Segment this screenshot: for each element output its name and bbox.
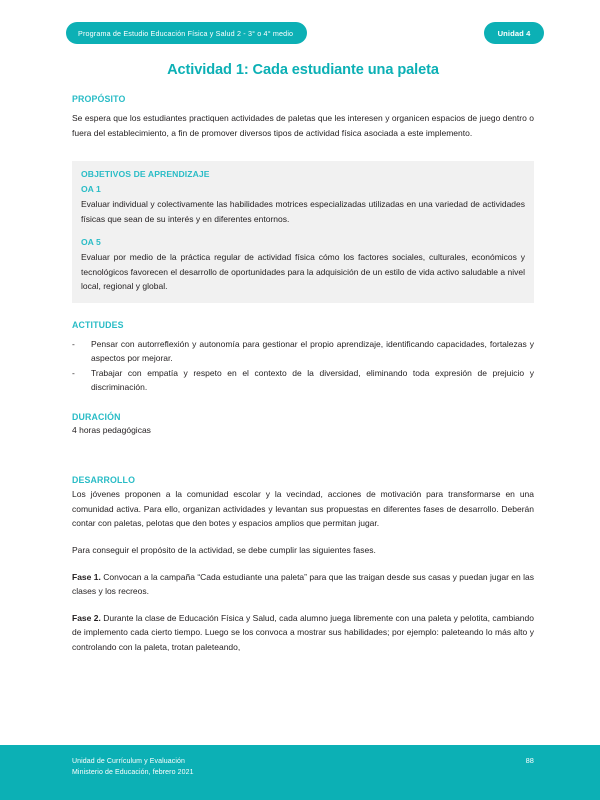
desarrollo-paragraph: Los jóvenes proponen a la comunidad escolar y la vecindad, acciones de motivación para transformarse en una comunidad activa. Para ello, organizan actividades y levantan sus propuestas en diferentes fases de desarrollo. Deberán contar con paletas, pelotas que den botes y espacios amplios que permitan jugar.: [72, 489, 534, 529]
footer-content: [72, 756, 534, 778]
section-objetivos: [72, 161, 534, 303]
objetivos-heading: OBJETIVOS DE APRENDIZAJE: [81, 169, 210, 180]
proposito-heading: PROPÓSITO: [72, 94, 126, 104]
objetivo-item: [81, 184, 525, 226]
fase-text: Convocan a la campaña “Cada estudiante una paleta” para que las traigan desde sus casas y puedan jugar en las clases y los recreos.: [72, 571, 534, 597]
unit-badge: Unidad 4: [484, 22, 544, 44]
bullet-dash-icon: -: [72, 338, 75, 349]
page-header: [0, 22, 600, 48]
actitud-text: Pensar con autorreflexión y autonomía para gestionar el propio aprendizaje, identificando capacidades, fortalezas y aspectos por mejorar.: [91, 338, 534, 364]
actitud-text: Trabajar con empatía y respeto en el contexto de la diversidad, eliminando toda expresión de prejuicio y discriminación.: [91, 367, 534, 393]
section-actitudes: [72, 320, 534, 395]
footer-line-1: Unidad de Currículum y Evaluación: [72, 758, 186, 765]
footer-institution: [72, 756, 194, 778]
objetivo-text: Evaluar individual y colectivamente las habilidades motrices especializadas utilizadas en una variedad de actividades físicas que sean de su interés y en diferentes entornos.: [81, 199, 525, 224]
program-badge: Programa de Estudio Educación Física y Salud 2 - 3° o 4° medio: [66, 22, 307, 44]
objetivo-code: OA 1: [81, 184, 101, 195]
desarrollo-heading: DESARROLLO: [72, 475, 136, 486]
page-footer: [0, 745, 600, 800]
section-duracion: [72, 412, 534, 438]
objetivo-code: OA 5: [81, 237, 101, 248]
duracion-heading: DURACIÓN: [72, 411, 121, 422]
objetivo-item: [81, 237, 525, 294]
footer-line-2: Ministerio de Educación, febrero 2021: [72, 769, 194, 776]
duracion-value: 4 horas pedagógicas: [72, 424, 151, 435]
bullet-dash-icon: -: [72, 367, 75, 378]
fase-paragraph: [72, 570, 534, 599]
fase-label: Fase 1.: [72, 571, 101, 582]
fase-label: Fase 2.: [72, 612, 101, 623]
objetivos-spacer: [81, 226, 525, 237]
page-title: Actividad 1: Cada estudiante una paleta: [167, 62, 439, 78]
fase-text: Durante la clase de Educación Física y Salud, cada alumno juega libremente con una paleta y pelotita, cambiando de implemento cada cierto tiempo. Luego se los convoca a mostrar sus habilidades; por ejemplo: paleteando lo más alto y controlando con la paleta, trotan paleteando,: [72, 612, 534, 652]
fase-paragraph: [72, 611, 534, 655]
objetivo-text: Evaluar por medio de la práctica regular de actividad física cómo los factores sociales, culturales, económicos y tecnológicos favorecen el desarrollo de oportunidades para la adquisición de un estilo de vida activo saludable a nivel local, regional y global.: [81, 252, 525, 292]
list-item: [72, 366, 534, 395]
list-item: [72, 337, 534, 366]
actitudes-heading: ACTITUDES: [72, 319, 124, 330]
proposito-text: Se espera que los estudiantes practiquen actividades de paletas que les interesen y organicen espacios de juego dentro o fuera del establecimiento, a fin de promover diversos tipos de actividad física asociada a este implemento.: [72, 113, 534, 138]
desarrollo-paragraph: Para conseguir el propósito de la actividad, se debe cumplir las siguientes fases.: [72, 544, 376, 555]
page-content: [72, 62, 534, 655]
section-proposito: [72, 94, 534, 140]
section-desarrollo: [72, 475, 534, 654]
page-number: 88: [525, 756, 534, 765]
